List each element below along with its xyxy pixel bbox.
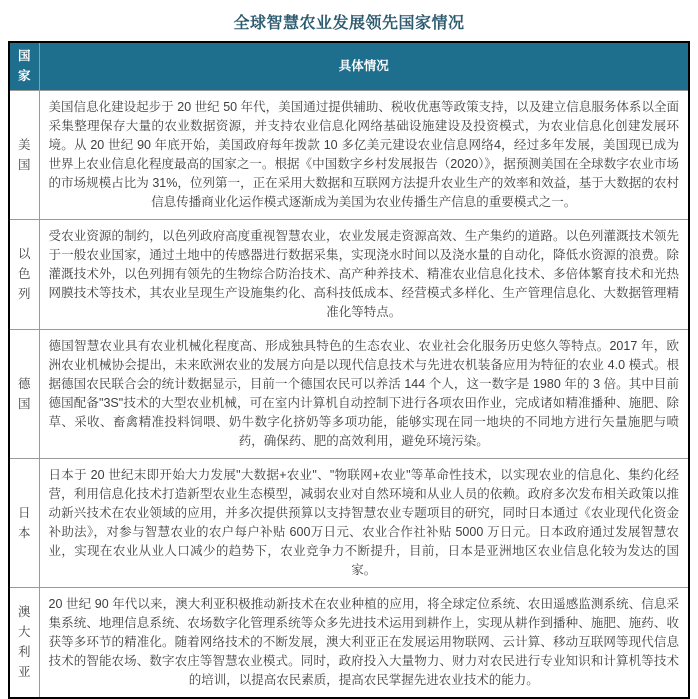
country-cell: 以色列 (9, 219, 39, 329)
table-row-japan (9, 458, 689, 587)
table-row-australia (9, 587, 689, 698)
detail-cell: 美国信息化建设起步于 20 世纪 50 年代，美国通过提供辅助、税收优惠等政策支持，以及建立信息服务体系以全面采集整理保存大量的农业数据资源，并支持农业信息化网络基础设施建设及投资模式，为农业信息化创建发展环境。从 20 世纪 90 年底开始，美国政府每年拨款 10 多亿美元建设农业信息网络4，经过多年发展，美国现已成为世界上农业信息化程度最高的国家之一。根据《中国数字乡村发展报告（2020）》，据预测美国在全球数字农业市场的市场规模占比为 31%，位列第一，正在采用大数据和互联网方法提升农业生产的效率和效益，基于大数据的农村信息传播商业化运作模式逐渐成为美国为农业传播生产信息的重要模式之一。 (39, 90, 689, 219)
table-header (9, 42, 689, 90)
country-cell: 美国 (9, 90, 39, 219)
page-title: 全球智慧农业发展领先国家情况 (233, 15, 465, 32)
detail-cell: 20 世纪 90 年代以来，澳大利亚积极推动新技术在农业种植的应用，将全球定位系统、农田遥感监测系统、信息采集系统、地理信息系统、农场数字化管理系统等众多先进技术运用到耕作上，实现从耕作到播种、施肥、施药、收获等多环节的精准化。随着网络技术的不断发展，澳大利亚正在发展运用物联网、云计算、移动互联网等现代信息技术的智能农场、数字农庄等智慧农业模式。同时，政府投入大量物力、财力对农民进行专业知识和计算机等技术的培训，以提高农民素质，提高农民掌握先进农业技术的能力。 (39, 587, 689, 698)
country-cell: 德国 (9, 329, 39, 458)
country-cell: 澳大利亚 (9, 587, 39, 698)
table-header-country: 国家 (9, 42, 39, 90)
detail-cell: 德国智慧农业具有农业机械化程度高、形成独具特色的生态农业、农业社会化服务历史悠久等特点。2017 年，欧洲农业机械协会提出，未来欧洲农业的发展方向是以现代信息技术与先进农机装备应用为特征的农业 4.0 模式。根据德国农民联合会的统计数据显示，目前一个德国农民可以养活 144 个人，这一数字是 1980 年的 3 倍。其中目前德国配备"3S"技术的大型农业机械，可在室内计算机自动控制下进行各项农田作业，完成诸如精准播种、施肥、除草、采收、畜禽精准投料饲喂、奶牛数字化挤奶等多项功能，能够实现在同一地块的不同地方进行矢量施肥与喷药，确保药、肥的高效利用，避免环境污染。 (39, 329, 689, 458)
table-row-germany (9, 329, 689, 458)
country-cell: 日本 (9, 458, 39, 587)
table-row-israel (9, 219, 689, 329)
detail-cell: 日本于 20 世纪末即开始大力发展"大数据+农业"、"物联网+农业"等革命性技术，以实现农业的信息化、集约化经营，利用信息化技术打造新型农业生态模型，减弱农业对自然环境和从业人员的依赖。政府多次发布相关政策以推动新兴技术在农业领域的应用，并多次提供预算以支持智慧农业专题项目的研究，同时日本通过《农业现代化资金补助法》，对参与智慧农业的农户每户补贴 600万日元、农业合作社补贴 5000 万日元。日本政府通过发展智慧农业，实现在农业从业人口减少的趋势下，农业竞争力不断提升，目前，日本是亚洲地区农业信息化较为发达的国家。 (39, 458, 689, 587)
table-header-row (9, 42, 689, 90)
table-body (9, 90, 689, 698)
detail-cell: 受农业资源的制约，以色列政府高度重视智慧农业，农业发展走资源高效、生产集约的道路。以色列灌溉技术领先于一般农业国家，通过土地中的传感器进行数据采集，实现浇水时间以及浇水量的自动化，降低水资源的浪费。除灌溉技术外，以色列拥有领先的生物综合防治技术、高产种养技术、精准农业信息化技术、多倍体繁育技术和光热网膜技术等技术，其农业呈现生产设施集约化、高科技低成本、经营模式多样化、生产管理信息化、大数据管理精准化等特点。 (39, 219, 689, 329)
table-row-usa (9, 90, 689, 219)
table-header-detail: 具体情况 (39, 42, 689, 90)
leading-countries-table (8, 41, 690, 699)
